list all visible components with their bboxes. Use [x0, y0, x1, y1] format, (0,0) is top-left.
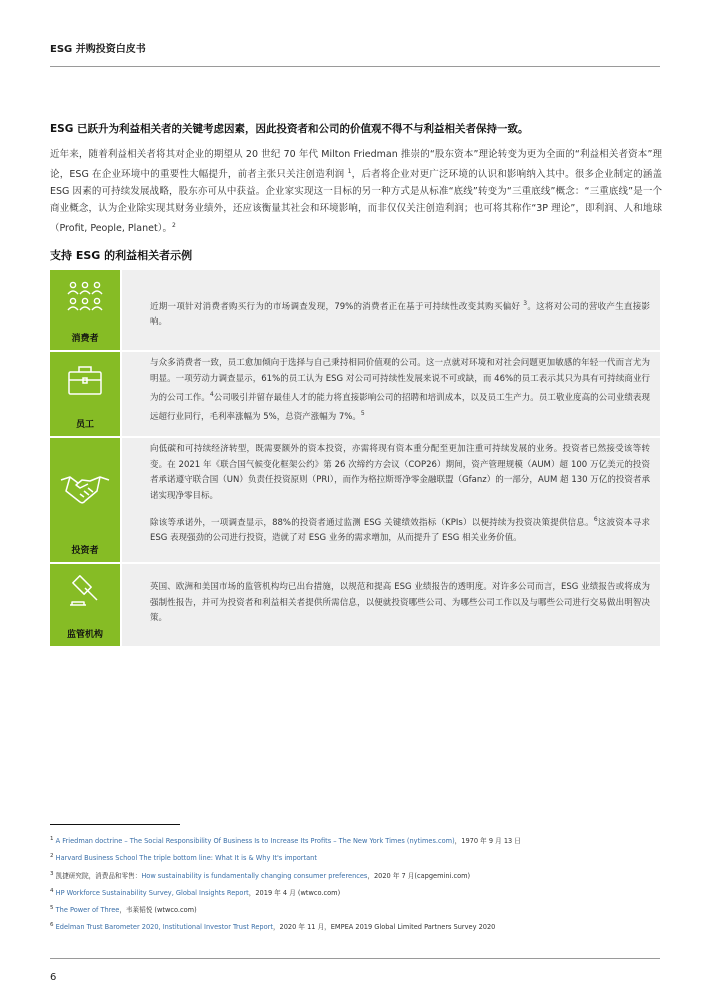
- footnote-prefix: 凯捷研究院，消费品和零售：: [55, 872, 142, 880]
- consumer-text-after: 。这将对公司的营收产生直接影响。: [150, 301, 650, 328]
- footnote-2: [50, 853, 317, 862]
- briefcase-icon: [67, 364, 103, 396]
- stakeholder-text-cell: [120, 270, 660, 350]
- footnote-divider: [50, 824, 180, 825]
- header-divider: [50, 66, 660, 67]
- footnote-3: [50, 870, 470, 880]
- stakeholder-icon-cell: [50, 352, 120, 436]
- footnote-4: [50, 887, 340, 897]
- employee-text: 与众多消费者一致，员工愈加倾向于选择与自己秉持相同价值观的公司。这一点就对环境和对社会问题更加敏感的年轻一代而言尤为明显。一项劳动力调查显示，61%的员工认为 ESG 对公司可持续性发展来说不可或缺，而 46%的员工表示其只为具有可持续商业行为的公司工作。: [150, 358, 650, 403]
- stakeholder-description: [150, 296, 650, 331]
- footnote-ref-3[interactable]: 3: [523, 300, 528, 307]
- footnote-suffix: ，韦莱韬悦 (wtwco.com): [119, 906, 197, 914]
- footnote-suffix: ，1970 年 9 月 13 日: [454, 837, 521, 845]
- people-group-icon: [64, 280, 106, 316]
- stakeholder-description: 向低碳和可持续经济转型，既需要额外的资本投资，亦需将现有资本重分配至更加注重可持续发展的业务。投资者已然接受该等转变。在 2021 年《联合国气候变化框架公约》第 26 次缔约方会议（COP26）期间，资产管理规模（AUM）超 100 万亿美元的投资者承诺遵守联合国（UN）负责任投资原则（PRI），而作为格拉斯哥净零金融联盟（Gfanz）的一部分，AUM 超 130 万亿的投资者承诺实现净零目标。: [150, 444, 650, 501]
- stakeholder-text-cell: [120, 352, 660, 436]
- stakeholder-icon-cell: [50, 438, 120, 562]
- footnote-ref-4[interactable]: 4: [209, 391, 214, 398]
- employee-text-after: 公司吸引并留存最佳人才的能力将直接影响公司的招聘和培训成本，以及员工生产力。员工敬业度高的公司业绩表现远超行业同行，毛利率涨幅为 5%，总资产涨幅为 7%。: [150, 392, 650, 423]
- footnote-number: 2: [50, 853, 54, 859]
- footnote-suffix: ，2019 年 4 月 (wtwco.com): [248, 889, 341, 897]
- stakeholder-description: [150, 356, 650, 426]
- footnote-ref-1[interactable]: 1: [347, 168, 352, 175]
- footnote-link[interactable]: The Power of Three: [55, 906, 120, 914]
- investor-text2-pre: 除该等承诺外，一项调查显示，88%的投资者通过监测 ESG 关键绩效指标（KPIs）以便持续为投资决策提供信息。: [150, 517, 594, 528]
- footnote-number: 1: [50, 835, 54, 842]
- intro-part1: 近年来，随着利益相关者将其对企业的期望从 20 世纪 70 年代 Milton Friedman 推崇的“股东资本”理论转变为更为全面的“利益相关者资本”理论，ESG 在企业环境中的重要性大幅提升，前者主张只关注创造利润: [50, 149, 662, 181]
- stakeholder-icon-cell: [50, 564, 120, 646]
- footnote-link[interactable]: Edelman Trust Barometer 2020, Institutional Investor Trust Report: [55, 923, 273, 931]
- stakeholder-label: 消费者: [71, 334, 99, 344]
- stakeholder-row-consumers: [50, 270, 660, 350]
- footnote-suffix: ，2020 年 7 月(capgemini.com): [367, 872, 471, 880]
- footnote-suffix: ，2020 年 11 月，EMPEA 2019 Global Limited Partners Survey 2020: [272, 923, 496, 931]
- stakeholder-label: 员工: [75, 420, 94, 430]
- footer-divider: [50, 958, 660, 959]
- handshake-icon: [60, 472, 110, 506]
- stakeholder-label: 投资者: [71, 546, 99, 556]
- stakeholder-text-cell: [120, 438, 660, 562]
- headline: ESG 已跃升为利益相关者的关键考虑因素，因此投资者和公司的价值观不得不与利益相关者保持一致。: [50, 123, 529, 135]
- footnote-5: [50, 904, 197, 914]
- footnote-6: [50, 921, 495, 931]
- stakeholder-row-investors: [50, 438, 660, 562]
- header-title: ESG 并购投资白皮书: [50, 44, 146, 55]
- section-title: 支持 ESG 的利益相关者示例: [50, 249, 193, 262]
- footnote-number: 4: [50, 887, 54, 894]
- page-number: 6: [50, 972, 57, 983]
- footnote-ref-5[interactable]: 5: [360, 410, 365, 418]
- intro-part2: ，后者将企业对更广泛环境的认识和影响纳入其中。很多企业制定的涵盖 ESG 因素的可持续发展战略，股东亦可从中获益。企业家实现这一目标的另一种方式是从标准“底线”转变为“三重底线”概念：“三重底线”是一个商业概念，认为企业除实现其财务业绩外，还应该衡量其社会和环境影响，而非仅仅关注创造利润；也可将其称作“3P 理论”，即利润、人和地球（Profit, People, Planet）。: [50, 169, 662, 235]
- footnote-ref-6[interactable]: 6: [593, 516, 598, 523]
- footnote-number: 3: [50, 870, 54, 877]
- stakeholder-icon-cell: [50, 270, 120, 350]
- gavel-icon: [68, 574, 102, 608]
- footnote-link[interactable]: Harvard Business School The triple bottom line: What It is & Why It's important: [55, 854, 317, 863]
- stakeholder-text-cell: [120, 564, 660, 646]
- consumer-text: 近期一项针对消费者购买行为的市场调查发现，79%的消费者正在基于可持续性改变其购买偏好: [150, 301, 524, 312]
- stakeholder-row-employees: [50, 352, 660, 436]
- footnote-number: 5: [50, 904, 54, 911]
- stakeholder-description-2: [150, 512, 650, 547]
- footnote-1: [50, 835, 521, 845]
- investor-text2-post: 这波资本寻求 ESG 表现强劲的公司进行投资，造就了对 ESG 业务的需求增加，从而提升了 ESG 相关业务价值。: [150, 517, 650, 544]
- footnote-link[interactable]: HP Workforce Sustainability Survey, Global Insights Report: [55, 889, 249, 897]
- footnote-link[interactable]: How sustainability is fundamentally changing consumer preferences: [141, 872, 368, 880]
- stakeholder-row-regulators: [50, 564, 660, 646]
- footnote-link[interactable]: A Friedman doctrine – The Social Responsibility Of Business Is to Increase Its Profits – The New York Times (nytimes.com): [55, 837, 455, 845]
- stakeholder-description: 英国、欧洲和美国市场的监管机构均已出台措施，以规范和提高 ESG 业绩报告的透明度。对许多公司而言，ESG 业绩报告或将成为强制性报告，并可为投资者和利益相关者提供所需信息，以便就投资哪些公司、为哪些公司工作以及与哪些公司进行交易做出明智决策。: [150, 582, 650, 623]
- intro-paragraph: [50, 146, 662, 237]
- footnote-number: 6: [50, 921, 54, 928]
- footnote-ref-2[interactable]: 2: [171, 222, 176, 230]
- stakeholder-label: 监管机构: [66, 630, 103, 640]
